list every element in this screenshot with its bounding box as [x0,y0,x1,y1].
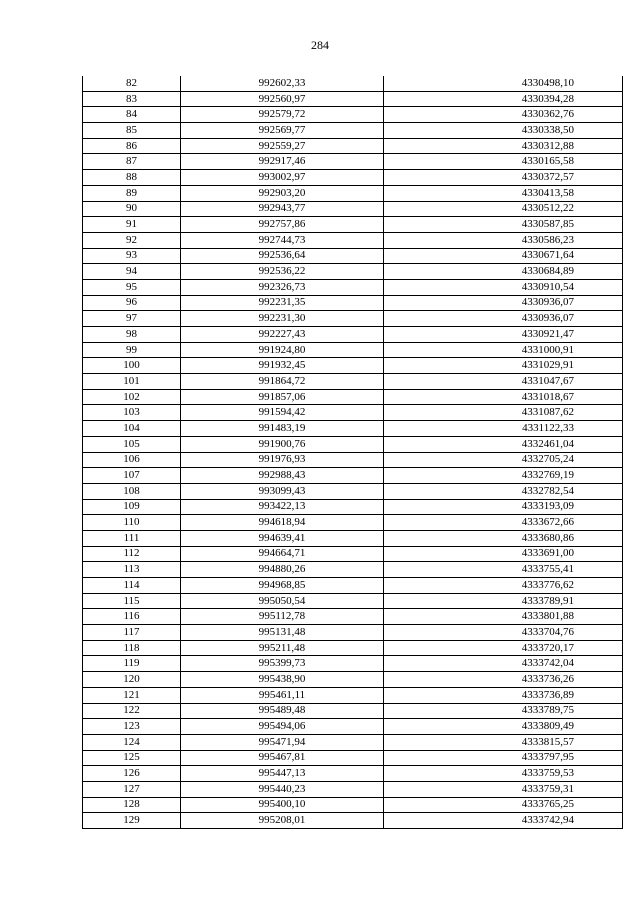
x-coordinate-cell: 992757,86 [181,217,384,233]
point-number-cell: 108 [83,483,181,499]
x-coordinate-cell: 995208,01 [181,813,384,829]
y-coordinate-cell: 4330165,58 [384,154,623,170]
point-number-cell: 128 [83,797,181,813]
x-coordinate-cell: 995489,48 [181,703,384,719]
point-number-cell: 113 [83,562,181,578]
x-coordinate-cell: 995471,94 [181,734,384,750]
y-coordinate-cell: 4333742,94 [384,813,623,829]
point-number-cell: 107 [83,468,181,484]
x-coordinate-cell: 994880,26 [181,562,384,578]
y-coordinate-cell: 4330372,57 [384,170,623,186]
x-coordinate-cell: 995211,48 [181,640,384,656]
table-row [83,138,623,154]
point-number-cell: 123 [83,719,181,735]
table-row [83,813,623,829]
x-coordinate-cell: 992903,20 [181,185,384,201]
point-number-cell: 95 [83,279,181,295]
table-row [83,185,623,201]
x-coordinate-cell: 991483,19 [181,421,384,437]
point-number-cell: 86 [83,138,181,154]
point-number-cell: 88 [83,170,181,186]
x-coordinate-cell: 992917,46 [181,154,384,170]
table-row [83,248,623,264]
point-number-cell: 93 [83,248,181,264]
table-row [83,703,623,719]
x-coordinate-cell: 995461,11 [181,687,384,703]
y-coordinate-cell: 4333720,17 [384,640,623,656]
x-coordinate-cell: 992326,73 [181,279,384,295]
x-coordinate-cell: 995112,78 [181,609,384,625]
table-row [83,452,623,468]
x-coordinate-cell: 991932,45 [181,358,384,374]
table-row [83,421,623,437]
x-coordinate-cell: 992227,43 [181,327,384,343]
table-row [83,170,623,186]
x-coordinate-cell: 992231,30 [181,311,384,327]
y-coordinate-cell: 4333680,86 [384,530,623,546]
point-number-cell: 105 [83,436,181,452]
x-coordinate-cell: 995494,06 [181,719,384,735]
point-number-cell: 122 [83,703,181,719]
point-number-cell: 85 [83,123,181,139]
y-coordinate-cell: 4330936,07 [384,295,623,311]
y-coordinate-cell: 4333797,95 [384,750,623,766]
table-row [83,342,623,358]
table-row [83,91,623,107]
y-coordinate-cell: 4333789,75 [384,703,623,719]
y-coordinate-cell: 4333815,57 [384,734,623,750]
point-number-cell: 120 [83,672,181,688]
table-row [83,358,623,374]
y-coordinate-cell: 4332705,24 [384,452,623,468]
y-coordinate-cell: 4333765,25 [384,797,623,813]
y-coordinate-cell: 4332782,54 [384,483,623,499]
point-number-cell: 111 [83,530,181,546]
y-coordinate-cell: 4333193,09 [384,499,623,515]
x-coordinate-cell: 994639,41 [181,530,384,546]
point-number-cell: 101 [83,374,181,390]
x-coordinate-cell: 994618,94 [181,515,384,531]
table-row [83,656,623,672]
point-number-cell: 127 [83,781,181,797]
point-number-cell: 110 [83,515,181,531]
x-coordinate-cell: 992536,22 [181,264,384,280]
table-row [83,797,623,813]
x-coordinate-cell: 995400,10 [181,797,384,813]
point-number-cell: 103 [83,405,181,421]
y-coordinate-cell: 4331000,91 [384,342,623,358]
table-row [83,264,623,280]
point-number-cell: 82 [83,76,181,91]
x-coordinate-cell: 992943,77 [181,201,384,217]
x-coordinate-cell: 995440,23 [181,781,384,797]
coordinates-table-body [83,76,623,829]
table-row [83,436,623,452]
table-row [83,719,623,735]
point-number-cell: 129 [83,813,181,829]
y-coordinate-cell: 4331018,67 [384,389,623,405]
point-number-cell: 118 [83,640,181,656]
y-coordinate-cell: 4330498,10 [384,76,623,91]
point-number-cell: 100 [83,358,181,374]
x-coordinate-cell: 991976,93 [181,452,384,468]
y-coordinate-cell: 4330312,88 [384,138,623,154]
x-coordinate-cell: 992559,27 [181,138,384,154]
y-coordinate-cell: 4331087,62 [384,405,623,421]
y-coordinate-cell: 4333789,91 [384,593,623,609]
y-coordinate-cell: 4330413,58 [384,185,623,201]
y-coordinate-cell: 4330684,89 [384,264,623,280]
table-row [83,640,623,656]
point-number-cell: 112 [83,546,181,562]
y-coordinate-cell: 4330338,50 [384,123,623,139]
y-coordinate-cell: 4332769,19 [384,468,623,484]
x-coordinate-cell: 992602,33 [181,76,384,91]
table-row [83,499,623,515]
y-coordinate-cell: 4330394,28 [384,91,623,107]
y-coordinate-cell: 4333809,49 [384,719,623,735]
table-row [83,483,623,499]
point-number-cell: 115 [83,593,181,609]
x-coordinate-cell: 991924,80 [181,342,384,358]
y-coordinate-cell: 4333736,89 [384,687,623,703]
table-row [83,530,623,546]
table-row [83,389,623,405]
x-coordinate-cell: 992231,35 [181,295,384,311]
point-number-cell: 97 [83,311,181,327]
point-number-cell: 99 [83,342,181,358]
x-coordinate-cell: 991857,06 [181,389,384,405]
point-number-cell: 114 [83,578,181,594]
table-row [83,687,623,703]
table-row [83,279,623,295]
y-coordinate-cell: 4333759,31 [384,781,623,797]
x-coordinate-cell: 992560,97 [181,91,384,107]
y-coordinate-cell: 4331122,33 [384,421,623,437]
table-row [83,154,623,170]
y-coordinate-cell: 4333755,41 [384,562,623,578]
point-number-cell: 104 [83,421,181,437]
y-coordinate-cell: 4330936,07 [384,311,623,327]
point-number-cell: 116 [83,609,181,625]
x-coordinate-cell: 992579,72 [181,107,384,123]
point-number-cell: 98 [83,327,181,343]
y-coordinate-cell: 4333672,66 [384,515,623,531]
table-row [83,123,623,139]
x-coordinate-cell: 995467,81 [181,750,384,766]
table-row [83,201,623,217]
y-coordinate-cell: 4330512,22 [384,201,623,217]
table-row [83,734,623,750]
x-coordinate-cell: 995447,13 [181,766,384,782]
point-number-cell: 94 [83,264,181,280]
coordinates-table [82,76,623,829]
table-row [83,781,623,797]
point-number-cell: 102 [83,389,181,405]
y-coordinate-cell: 4330586,23 [384,232,623,248]
x-coordinate-cell: 991900,76 [181,436,384,452]
point-number-cell: 106 [83,452,181,468]
table-row [83,766,623,782]
y-coordinate-cell: 4330910,54 [384,279,623,295]
x-coordinate-cell: 994968,85 [181,578,384,594]
x-coordinate-cell: 993002,97 [181,170,384,186]
y-coordinate-cell: 4333759,53 [384,766,623,782]
x-coordinate-cell: 992536,64 [181,248,384,264]
y-coordinate-cell: 4330921,47 [384,327,623,343]
point-number-cell: 89 [83,185,181,201]
y-coordinate-cell: 4333742,04 [384,656,623,672]
table-row [83,609,623,625]
x-coordinate-cell: 992569,77 [181,123,384,139]
y-coordinate-cell: 4330671,64 [384,248,623,264]
x-coordinate-cell: 993422,13 [181,499,384,515]
y-coordinate-cell: 4333736,26 [384,672,623,688]
table-row [83,107,623,123]
table-row [83,76,623,91]
x-coordinate-cell: 995131,48 [181,625,384,641]
y-coordinate-cell: 4333704,76 [384,625,623,641]
table-row [83,750,623,766]
point-number-cell: 92 [83,232,181,248]
table-row [83,672,623,688]
x-coordinate-cell: 994664,71 [181,546,384,562]
x-coordinate-cell: 995438,90 [181,672,384,688]
table-row [83,217,623,233]
y-coordinate-cell: 4333691,00 [384,546,623,562]
table-row [83,311,623,327]
point-number-cell: 96 [83,295,181,311]
table-row [83,405,623,421]
x-coordinate-cell: 992744,73 [181,232,384,248]
table-row [83,468,623,484]
point-number-cell: 90 [83,201,181,217]
x-coordinate-cell: 995050,54 [181,593,384,609]
table-row [83,515,623,531]
point-number-cell: 84 [83,107,181,123]
table-row [83,546,623,562]
y-coordinate-cell: 4333801,88 [384,609,623,625]
y-coordinate-cell: 4331047,67 [384,374,623,390]
y-coordinate-cell: 4333776,62 [384,578,623,594]
y-coordinate-cell: 4331029,91 [384,358,623,374]
point-number-cell: 91 [83,217,181,233]
x-coordinate-cell: 991864,72 [181,374,384,390]
table-row [83,625,623,641]
point-number-cell: 117 [83,625,181,641]
point-number-cell: 109 [83,499,181,515]
y-coordinate-cell: 4330587,85 [384,217,623,233]
table-row [83,562,623,578]
x-coordinate-cell: 995399,73 [181,656,384,672]
x-coordinate-cell: 992988,43 [181,468,384,484]
table-row [83,374,623,390]
point-number-cell: 83 [83,91,181,107]
table-row [83,578,623,594]
y-coordinate-cell: 4332461,04 [384,436,623,452]
x-coordinate-cell: 993099,43 [181,483,384,499]
table-row [83,232,623,248]
page-number: 284 [311,38,329,52]
point-number-cell: 119 [83,656,181,672]
point-number-cell: 87 [83,154,181,170]
x-coordinate-cell: 991594,42 [181,405,384,421]
point-number-cell: 125 [83,750,181,766]
point-number-cell: 124 [83,734,181,750]
table-row [83,327,623,343]
table-row [83,593,623,609]
y-coordinate-cell: 4330362,76 [384,107,623,123]
point-number-cell: 121 [83,687,181,703]
table-row [83,295,623,311]
point-number-cell: 126 [83,766,181,782]
